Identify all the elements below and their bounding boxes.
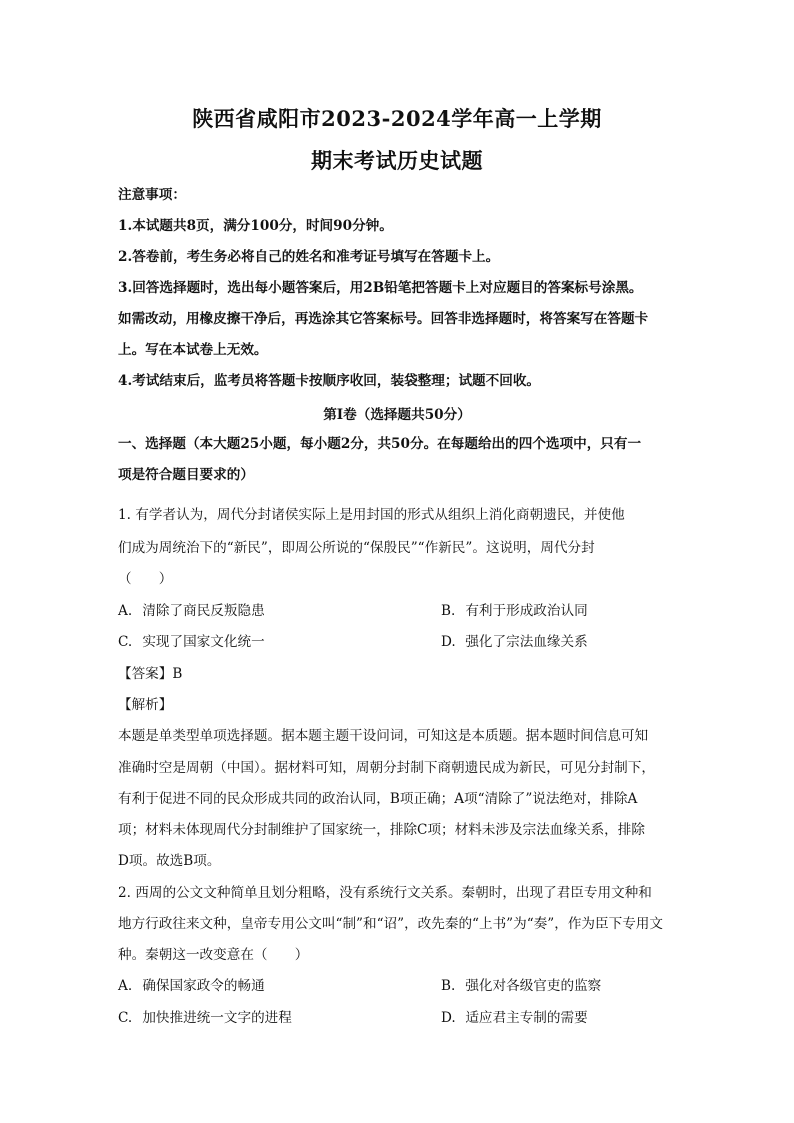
option-text: 适应君主专制的需要 — [465, 1010, 588, 1026]
notice-item: 1.本试题共8页，满分100分，时间90分钟。 — [118, 218, 393, 234]
notice-item: 4.考试结束后，监考员将答题卡按顺序收回，装袋整理；试题不回收。 — [118, 373, 541, 389]
option-label: D. — [441, 634, 456, 650]
notice-item: 如需改动，用橡皮擦干净后，再选涂其它答案标号。回答非选择题时，将答案写在答题卡 — [118, 311, 649, 327]
analysis-heading: 【解析】 — [118, 697, 173, 713]
option-b — [441, 976, 601, 996]
analysis-text: 有利于促进不同的民众形成共同的政治认同，B项正确；A项“清除了”说法绝对，排除A — [118, 791, 638, 807]
option-c — [118, 632, 265, 652]
question-stem: 地方行政往来文种，皇帝专用公文叫“制”和“诏”，改先秦的“上书”为“奏”，作为臣下专用文 — [118, 916, 663, 932]
question-stem: 1. 有学者认为，周代分封诸侯实际上是用封国的形式从组织上消化商朝遗民，并使他 — [118, 507, 625, 523]
option-text: 实现了国家文化统一 — [142, 634, 265, 650]
notice-item: 3.回答选择题时，选出每小题答案后，用2B铅笔把答题卡上对应题目的答案标号涂黑。 — [118, 280, 643, 296]
option-label: C. — [118, 634, 133, 650]
analysis-text: D项。故选B项。 — [118, 853, 221, 869]
analysis-text: 本题是单类型单项选择题。据本题主题干设问词，可知这是本质题。据本题时间信息可知 — [118, 728, 649, 744]
section-instruction: 项是符合题目要求的） — [118, 467, 254, 483]
option-d — [441, 632, 588, 652]
option-label: C. — [118, 1010, 133, 1026]
question-stem: 2. 西周的公文文种简单且划分粗略，没有系统行文关系。秦朝时，出现了君臣专用文种和 — [118, 885, 652, 901]
option-b — [441, 601, 588, 621]
notice-item: 上。写在本试卷上无效。 — [118, 342, 268, 358]
option-a — [118, 601, 265, 621]
option-label: B. — [441, 978, 456, 994]
notice-heading: 注意事项： — [118, 187, 186, 203]
analysis-text: 准确时空是周朝（中国）。据材料可知，周朝分封制下商朝遗民成为新民，可见分封制下， — [118, 760, 655, 776]
page-subtitle: 期末考试历史试题 — [311, 148, 483, 173]
option-d — [441, 1008, 588, 1028]
section-instruction: 一、选择题（本大题25小题，每小题2分，共50分。在每题给出的四个选项中，只有一 — [118, 436, 642, 452]
option-text: 有利于形成政治认同 — [465, 603, 588, 619]
option-text: 强化了宗法血缘关系 — [465, 634, 588, 650]
option-label: D. — [441, 1010, 456, 1026]
analysis-text: 项；材料未体现周代分封制维护了国家统一，排除C项；材料未涉及宗法血缘关系，排除 — [118, 822, 645, 838]
question-stem: （ ） — [118, 571, 173, 587]
option-c — [118, 1008, 292, 1028]
option-text: 强化对各级官吏的监察 — [465, 978, 602, 994]
notice-item: 2.答卷前，考生务必将自己的姓名和准考证号填写在答题卡上。 — [118, 249, 500, 265]
option-text: 加快推进统一文字的进程 — [142, 1010, 292, 1026]
option-label: A. — [118, 603, 133, 619]
page-title: 陕西省咸阳市2023-2024学年高一上学期 — [192, 106, 602, 131]
answer: 【答案】B — [118, 666, 183, 682]
question-stem: 们成为周统治下的“新民”，即周公所说的“保殷民”“作新民”。这说明，周代分封 — [118, 540, 595, 556]
question-stem: 种。秦朝这一改变意在（ ） — [118, 947, 309, 963]
option-a — [118, 976, 265, 996]
option-text: 确保国家政令的畅通 — [142, 978, 265, 994]
option-label: B. — [441, 603, 456, 619]
section-title: 第Ⅰ卷（选择题共50分） — [323, 407, 471, 423]
option-text: 清除了商民反叛隐患 — [142, 603, 265, 619]
option-label: A. — [118, 978, 133, 994]
